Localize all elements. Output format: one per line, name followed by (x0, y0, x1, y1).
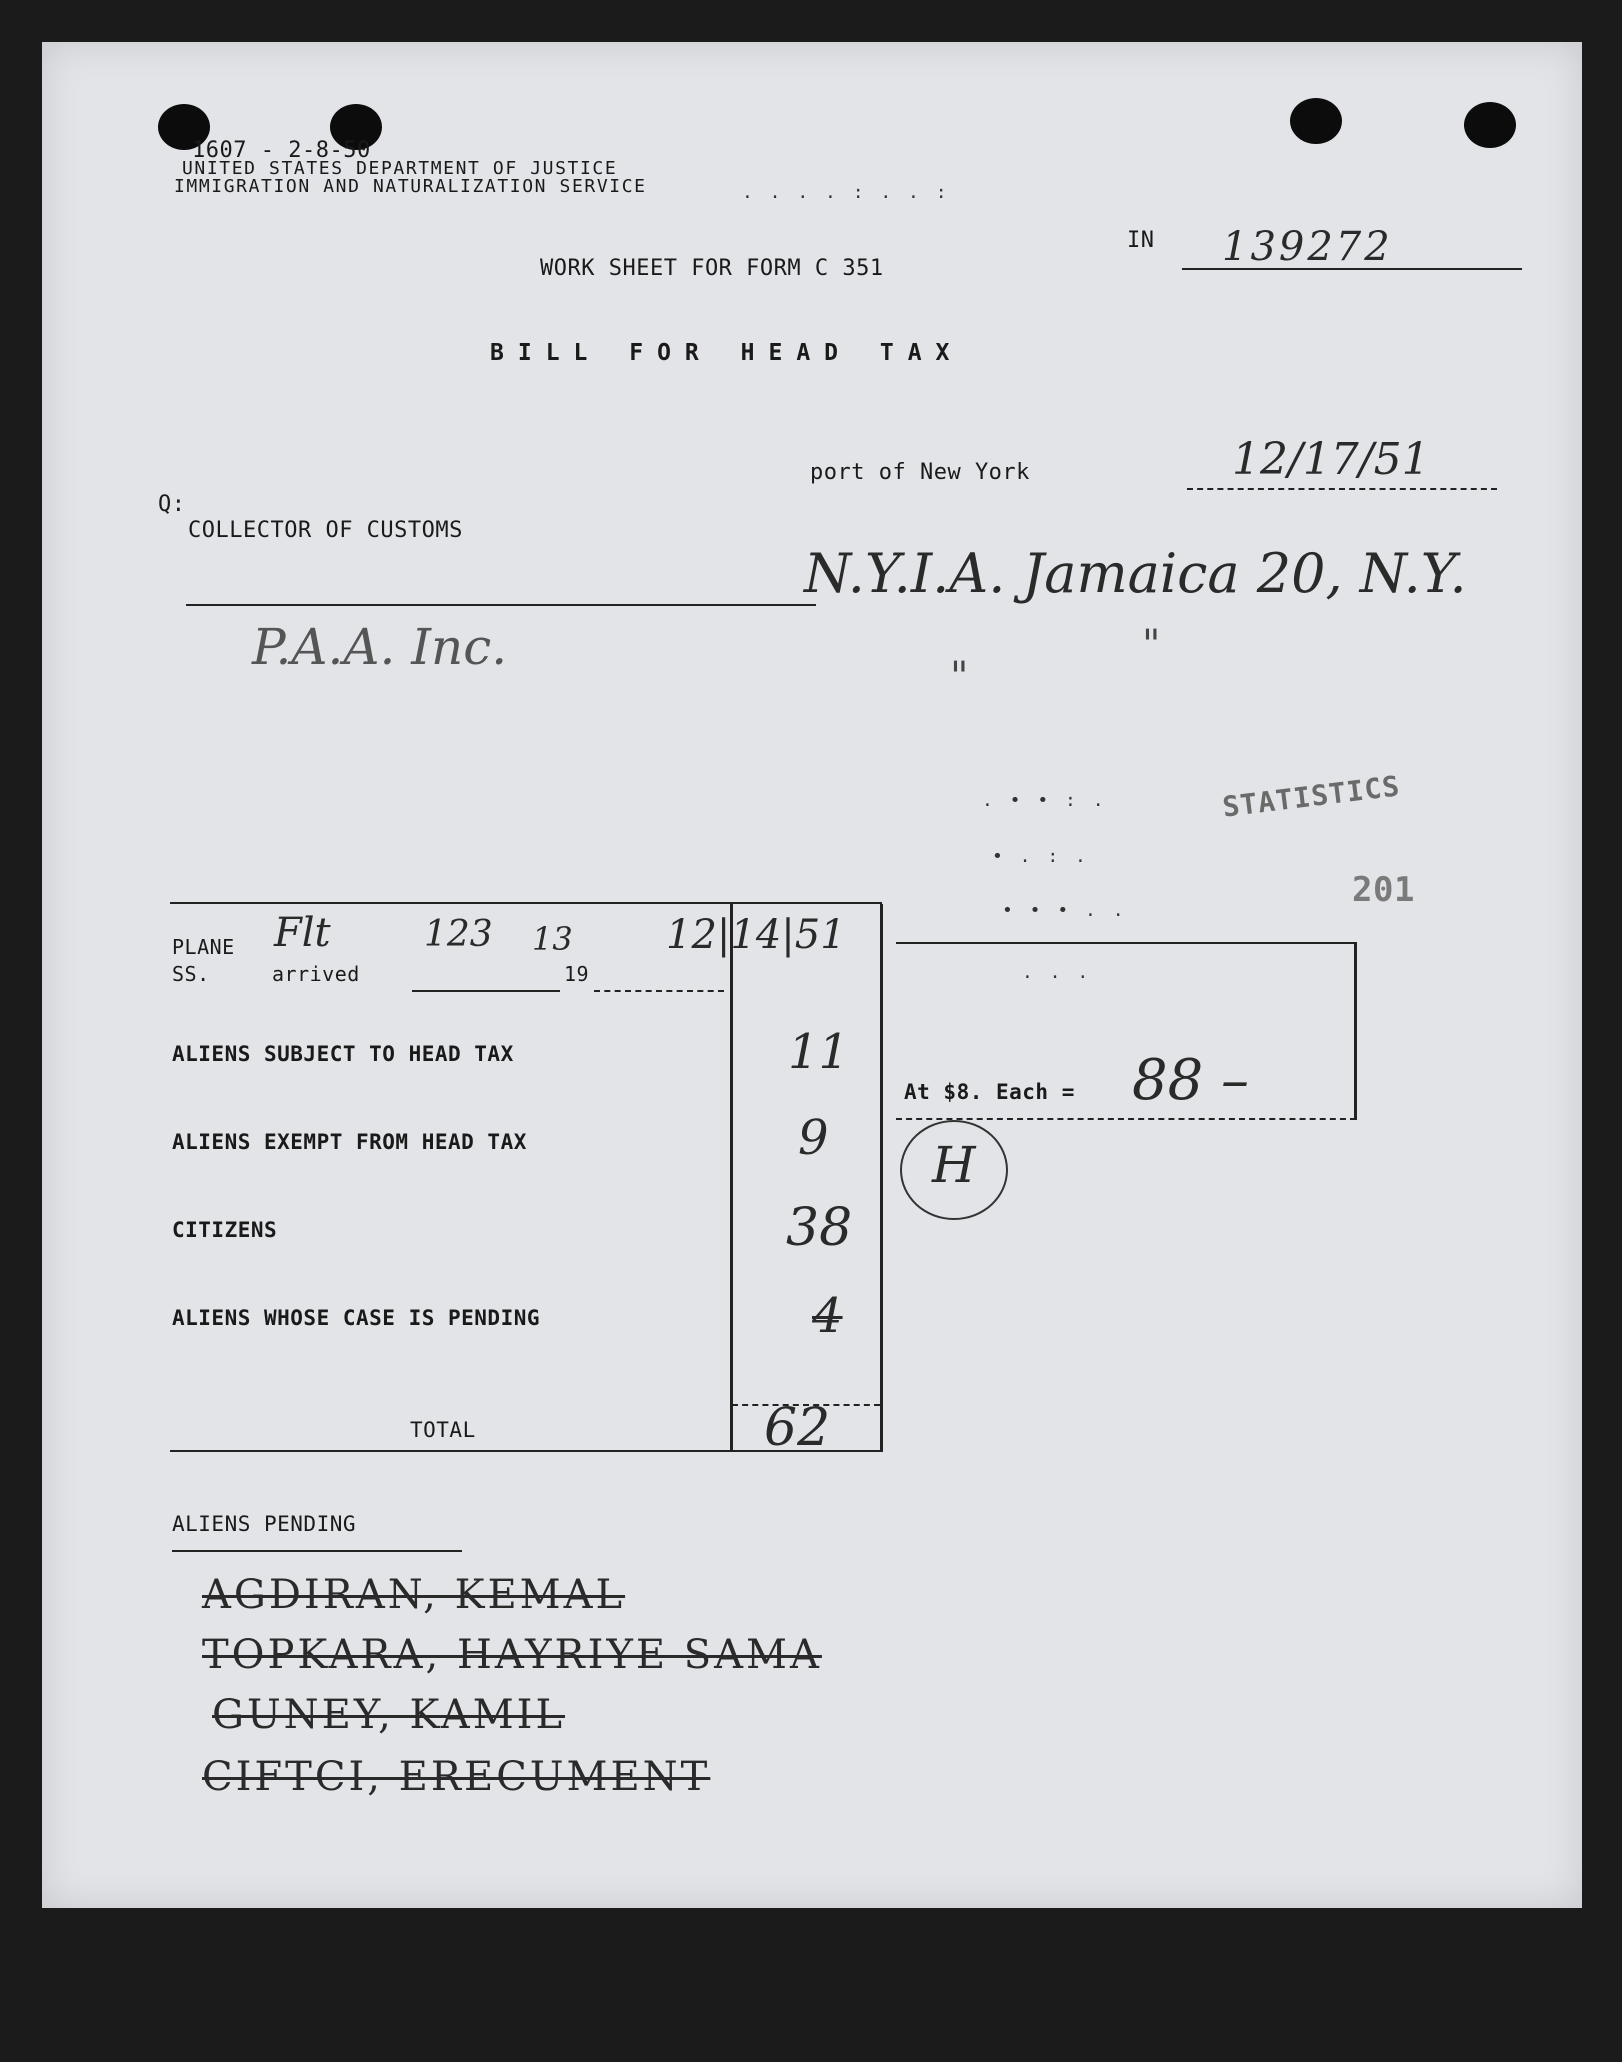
department-name: UNITED STATES DEPARTMENT OF JUSTICE (182, 158, 618, 179)
arrived-label: arrived (272, 962, 360, 986)
total-value: 62 (764, 1398, 831, 1458)
form-code: 1607 - 2-8-50 (192, 138, 371, 163)
airport-address: N.Y.I.A. Jamaica 20, N.Y. (804, 542, 1467, 605)
circled-letter: H (932, 1136, 976, 1194)
row-value: 11 (788, 1024, 850, 1080)
total-label: TOTAL (410, 1418, 476, 1442)
row-label: ALIENS WHOSE CASE IS PENDING (172, 1306, 541, 1330)
punch-hole (1290, 98, 1342, 144)
bill-date: 12/17/51 (1232, 434, 1430, 485)
tax-amount: 88 – (1132, 1048, 1250, 1113)
pending-name: AGDIRAN, KEMAL (202, 1572, 626, 1618)
ss-label: SS. (172, 962, 210, 986)
row-label: CITIZENS (172, 1218, 278, 1242)
pending-name: TOPKARA, HAYRIYE SAMA (202, 1632, 822, 1678)
flight-number: 123 (424, 914, 493, 955)
row-value: 9 (798, 1110, 829, 1166)
to-label: Q: (158, 492, 186, 517)
row-value: 4 (812, 1288, 843, 1344)
bill-title: BILL FOR HEAD TAX (490, 340, 964, 366)
collector-label: COLLECTOR OF CUSTOMS (188, 518, 463, 543)
tax-rate-label: At $8. Each = (904, 1080, 1075, 1104)
port-label: port of New York (810, 460, 1030, 485)
worksheet-title: WORK SHEET FOR FORM C 351 (540, 256, 884, 281)
stamp-number: 201 (1352, 870, 1415, 910)
document-sheet: 1607 - 2-8-50 UNITED STATES DEPARTMENT OF JUSTICE IMMIGRATION AND NATURALIZATION SERVICE . . . . : . . : IN 139272 WORK SHEET FOR FORM C 351 BILL FOR HEAD TAX port of New York 12/17/51 Q: COLLECTOR OF CUSTOMS N.Y.I.A. Jamaica 20, N.Y. P.A.A. Inc. " " STATISTICS 201 . • • : . • . : . • • • . . . . . PLANE SS. arrived Flt 123 13 19 12|14|51 ALIENS SUBJECT TO HEAD TAX 11 ALIENS EXEMPT FROM HEAD TAX 9 CITIZENS 38 ALIENS WHOSE CASE IS PENDING 4 TOTAL 62 At $8. Each = 88 – H ALIENS PENDING AGDIRAN, KEMAL TOPKARA, HAYRIYE SAMA GUNEY, KAMIL CIFTCI, ERECUMENT (42, 42, 1582, 1908)
pending-name: CIFTCI, ERECUMENT (202, 1754, 711, 1800)
punch-hole (1464, 102, 1516, 148)
carrier-name: P.A.A. Inc. (252, 618, 508, 676)
arrival-date: 12|14|51 (666, 912, 846, 958)
flight-label: Flt (274, 910, 331, 956)
row-label: ALIENS SUBJECT TO HEAD TAX (172, 1042, 514, 1066)
row-label: ALIENS EXEMPT FROM HEAD TAX (172, 1130, 527, 1154)
service-name: IMMIGRATION AND NATURALIZATION SERVICE (174, 176, 647, 197)
statistics-stamp: STATISTICS (1220, 769, 1402, 824)
pending-heading: ALIENS PENDING (172, 1512, 357, 1536)
in-number: 139272 (1222, 224, 1393, 270)
ditto-mark: " (950, 654, 969, 700)
flight-day: 13 (532, 920, 573, 958)
circled-mark (900, 1120, 1008, 1220)
ditto-mark: " (1142, 622, 1161, 668)
row-value: 38 (786, 1198, 853, 1258)
year-prefix: 19 (564, 962, 590, 986)
in-label: IN (1127, 228, 1155, 253)
plane-label: PLANE (172, 935, 235, 959)
pending-name: GUNEY, KAMIL (212, 1692, 566, 1738)
